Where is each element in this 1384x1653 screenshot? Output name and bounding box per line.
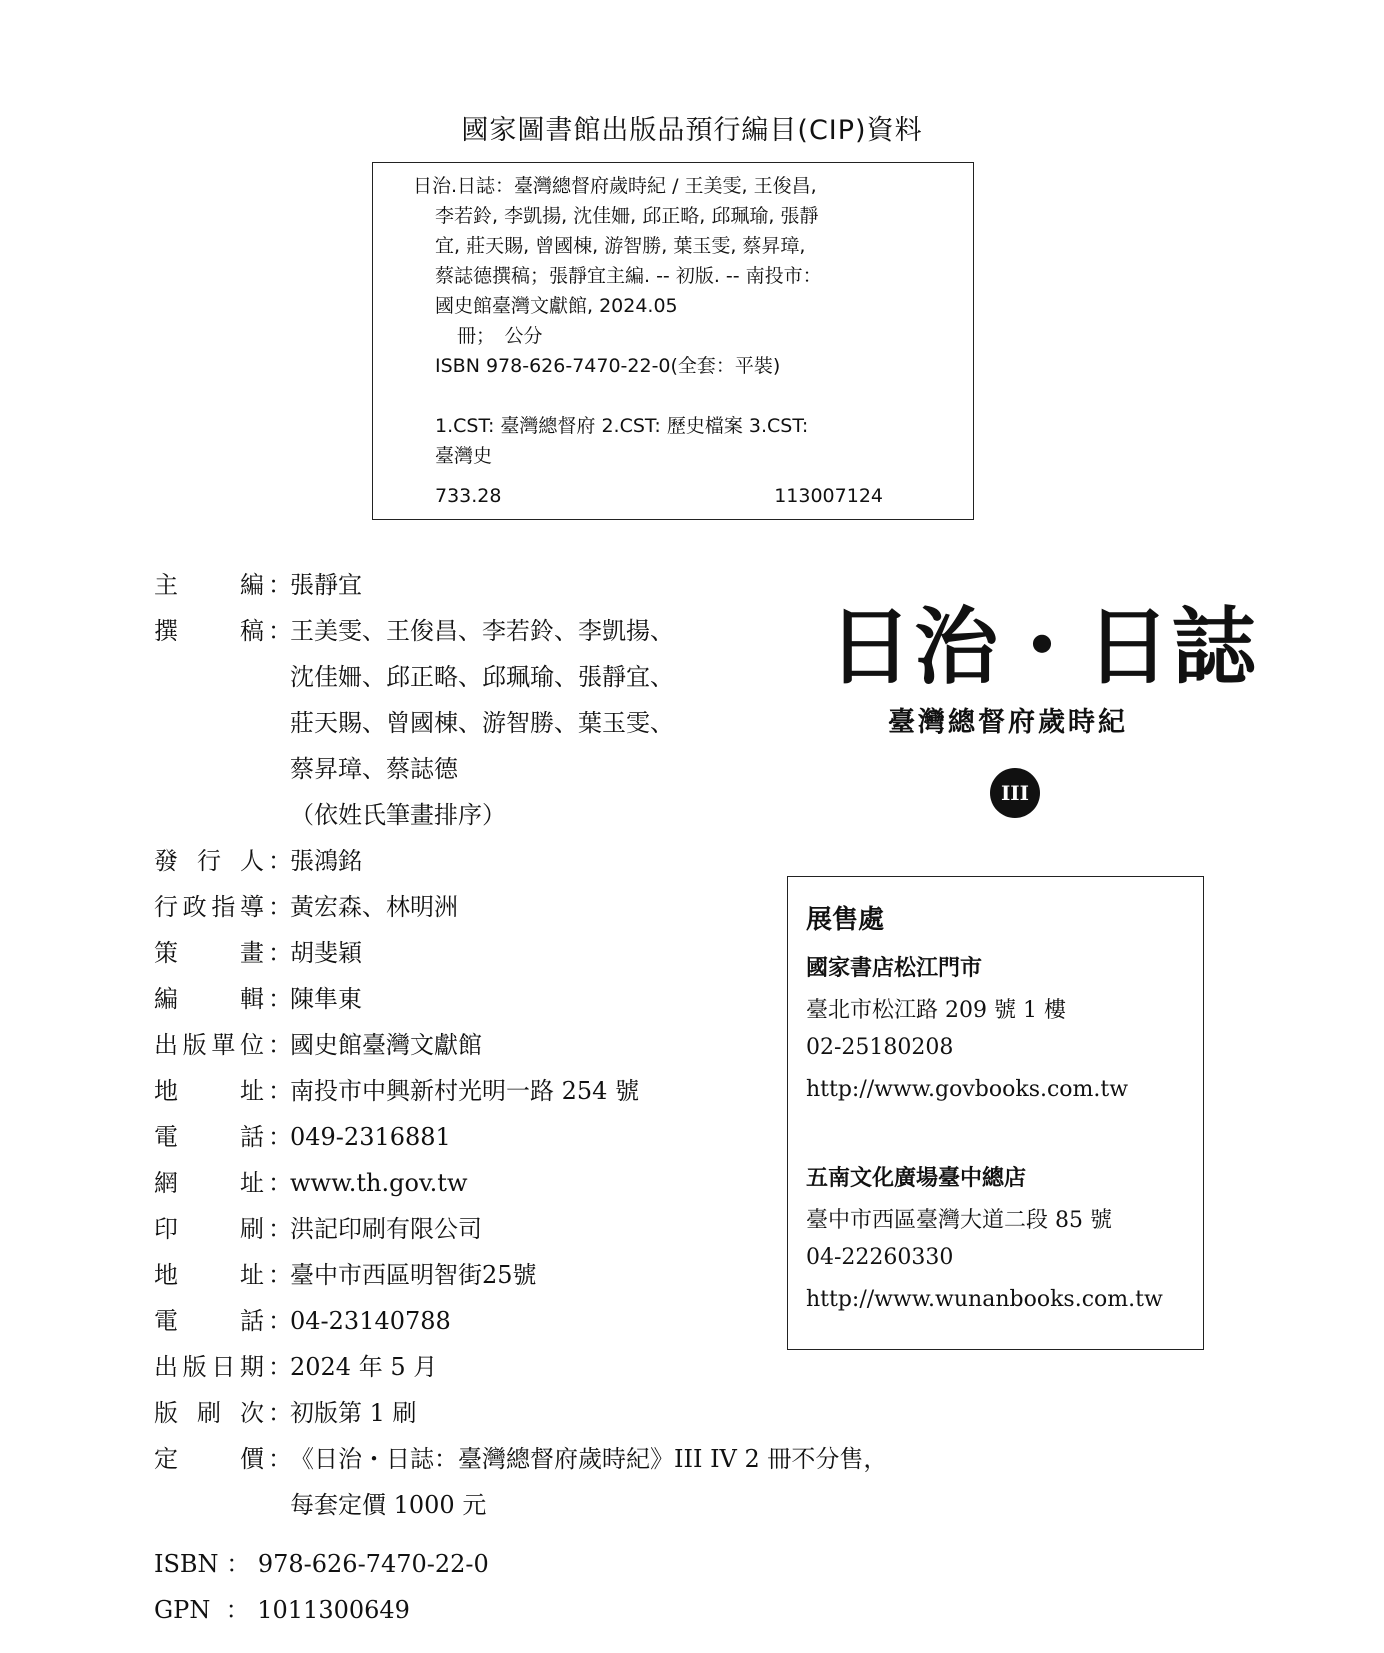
credit-value: 沈佳姍、邱正略、邱珮瑜、張靜宜、: [290, 663, 674, 691]
credit-label: 行 政 指 導: [154, 893, 264, 921]
credit-value: 洪記印刷有限公司: [290, 1215, 482, 1243]
book-subtitle: 臺灣總督府歲時紀: [888, 707, 1128, 738]
sales-box: [787, 876, 1204, 1350]
credit-label: 地 址: [154, 1077, 264, 1105]
isbn-label: ISBN: [154, 1550, 219, 1578]
store-address: 臺北市松江路 209 號 1 樓: [806, 998, 1066, 1023]
credit-value: www.th.gov.tw: [290, 1169, 468, 1197]
cip-desc-line: 李若鈴, 李凱揚, 沈佳姍, 邱正略, 邱珮瑜, 張靜: [435, 205, 819, 227]
credit-label: 出 版 單 位: [154, 1031, 264, 1059]
credit-label: 發 行 人: [154, 847, 264, 875]
credit-value: 王美雯、王俊昌、李若鈴、李凱揚、: [290, 617, 674, 645]
credit-value: 04-23140788: [290, 1307, 451, 1335]
credit-label: 印 刷: [154, 1215, 264, 1243]
credit-label: 策 畫: [154, 939, 264, 967]
cip-desc-line: 蔡誌德撰稿；張靜宜主編. -- 初版. -- 南投市：: [435, 265, 822, 287]
credit-value: 張鴻銘: [290, 847, 362, 875]
book-title: 日治・日誌: [828, 597, 1259, 696]
credit-value: 臺中市西區明智街25號: [290, 1261, 537, 1289]
cip-description: [413, 171, 945, 471]
gpn-line: GPN ： 1011300649: [154, 1596, 410, 1624]
credit-value: 《日治・日誌：臺灣總督府歲時紀》III IV 2 冊不分售，: [290, 1445, 888, 1473]
credit-label: 定 價: [154, 1445, 264, 1473]
credit-value: 張靜宜: [290, 571, 362, 599]
store-url[interactable]: http://www.govbooks.com.tw: [806, 1077, 1129, 1102]
credit-label: 編 輯: [154, 985, 264, 1013]
cip-classification: 733.28: [435, 485, 502, 507]
credit-label: 地 址: [154, 1261, 264, 1289]
credit-value: 國史館臺灣文獻館: [290, 1031, 482, 1059]
credit-value: 南投市中興新村光明一路 254 號: [290, 1077, 640, 1105]
isbn-value: 978-626-7470-22-0: [257, 1550, 489, 1578]
cip-volume: 冊； 公分: [457, 325, 543, 347]
cip-desc-line: 宜, 莊天賜, 曾國棟, 游智勝, 葉玉雯, 蔡昇璋,: [435, 235, 806, 257]
isbn-line: ISBN ： 978-626-7470-22-0: [154, 1550, 489, 1578]
store-address: 臺中市西區臺灣大道二段 85 號: [806, 1208, 1112, 1233]
credit-label: 網 址: [154, 1169, 264, 1197]
cip-desc-line: 國史館臺灣文獻館, 2024.05: [435, 295, 678, 317]
sales-heading: 展售處: [806, 905, 885, 935]
store-url[interactable]: http://www.wunanbooks.com.tw: [806, 1287, 1163, 1312]
gpn-value: 1011300649: [257, 1596, 410, 1624]
credit-value: 蔡昇璋、蔡誌德: [290, 755, 458, 783]
store-phone: 04-22260330: [806, 1245, 954, 1270]
cip-isbn: ISBN 978-626-7470-22-0(全套：平裝): [435, 355, 781, 377]
credit-label: 電 話: [154, 1307, 264, 1335]
store-name: 五南文化廣場臺中總店: [806, 1165, 1027, 1191]
volume-badge: III: [990, 768, 1040, 818]
credit-label: 出 版 日 期: [154, 1353, 264, 1381]
cip-record-number: 113007124: [774, 485, 883, 507]
credit-value: 2024 年 5 月: [290, 1353, 438, 1381]
credit-value: 陳隼東: [290, 985, 362, 1013]
cip-title: 國家圖書館出版品預行編目(CIP)資料: [461, 115, 923, 146]
credit-value: 黃宏森、林明洲: [290, 893, 458, 921]
credit-label: 版 刷 次: [154, 1399, 264, 1427]
cip-subjects: 臺灣史: [435, 445, 493, 467]
credit-value: （依姓氏筆畫排序）: [290, 801, 506, 829]
credit-label: 電 話: [154, 1123, 264, 1151]
credit-value: 049-2316881: [290, 1123, 451, 1151]
credit-value: 胡斐穎: [290, 939, 362, 967]
credit-label: 主 編: [154, 571, 264, 599]
credit-value: 初版第 1 刷: [290, 1399, 417, 1427]
credit-label: 撰 稿: [154, 617, 264, 645]
cip-desc-line: 日治.日誌：臺灣總督府歲時紀 / 王美雯, 王俊昌,: [413, 175, 817, 197]
cip-record-box: [372, 162, 974, 520]
gpn-label: GPN: [154, 1596, 211, 1624]
cip-subjects: 1.CST: 臺灣總督府 2.CST: 歷史檔案 3.CST:: [435, 415, 809, 437]
store-phone: 02-25180208: [806, 1035, 954, 1060]
credit-value: 每套定價 1000 元: [290, 1491, 487, 1519]
store-name: 國家書店松江門市: [806, 955, 983, 981]
credit-value: 莊天賜、曾國棟、游智勝、葉玉雯、: [290, 709, 674, 737]
